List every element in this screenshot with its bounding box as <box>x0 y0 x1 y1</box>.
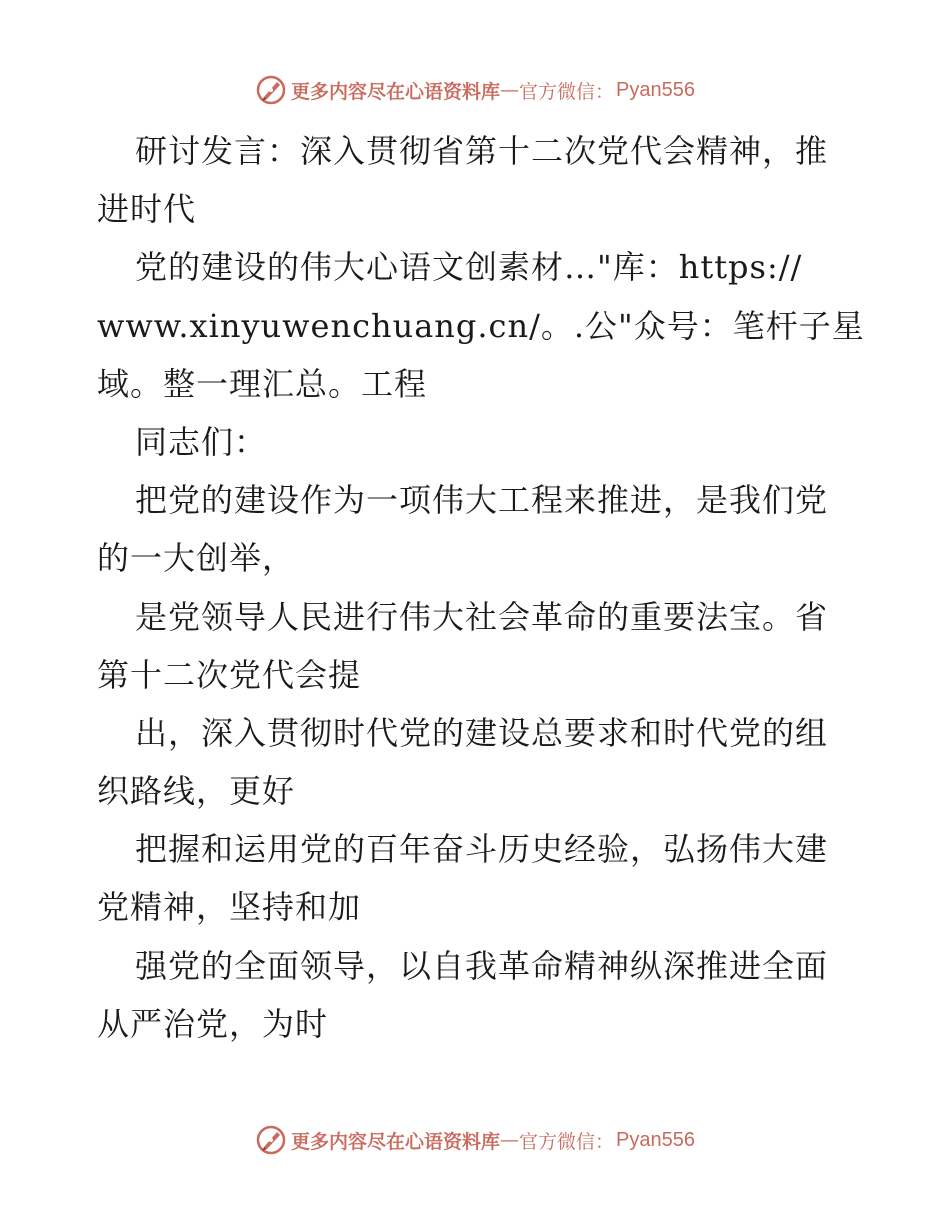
header-banner <box>0 70 950 110</box>
paragraph-line: 域。整一理汇总。工程 <box>97 364 428 403</box>
title-line-1: 研讨发言：深入贯彻省第十二次党代会精神，推 <box>135 132 829 170</box>
paragraph-line: 出，深入贯彻时代党的建设总要求和时代党的组 <box>135 713 829 752</box>
document-body <box>97 122 865 1053</box>
quill-pen-logo-icon <box>255 74 287 106</box>
paragraph-line: 的一大创举， <box>97 539 296 578</box>
banner-main-text: 更多内容尽在心语资料库 <box>291 80 501 103</box>
banner-wechat-label: 官方微信： <box>519 80 615 103</box>
paragraph-line: 把党的建设作为一项伟大工程来推进，是我们党 <box>135 481 829 520</box>
footer-banner <box>0 1120 950 1160</box>
paragraph-line: 党的建设的伟大心语文创素材…"库：https:// <box>135 248 803 287</box>
banner-wechat-id: Pyan556 <box>616 1128 695 1151</box>
paragraph-line: 从严治党，为时 <box>97 1004 329 1043</box>
salutation: 同志们： <box>135 422 268 461</box>
paragraph-line: www.xinyuwenchuang.cn/。.公"众号：笔杆子星 <box>97 306 865 345</box>
banner-dash: — <box>500 1129 520 1151</box>
paragraph-line: 是党领导人民进行伟大社会革命的重要法宝。省 <box>135 597 829 636</box>
title-line-2: 进时代 <box>97 190 197 229</box>
banner-main-text: 更多内容尽在心语资料库 <box>291 1130 501 1153</box>
paragraph-line: 第十二次党代会提 <box>97 655 362 694</box>
quill-pen-logo-icon <box>255 1124 287 1156</box>
paragraph-line: 把握和运用党的百年奋斗历史经验，弘扬伟大建 <box>135 830 829 869</box>
banner-wechat-id: Pyan556 <box>616 78 695 101</box>
banner-wechat-label: 官方微信： <box>519 1130 615 1153</box>
paragraph-line: 强党的全面领导，以自我革命精神纵深推进全面 <box>135 946 829 985</box>
paragraph-line: 织路线，更好 <box>97 772 296 811</box>
banner-dash: — <box>500 79 520 101</box>
paragraph-line: 党精神，坚持和加 <box>97 888 362 927</box>
